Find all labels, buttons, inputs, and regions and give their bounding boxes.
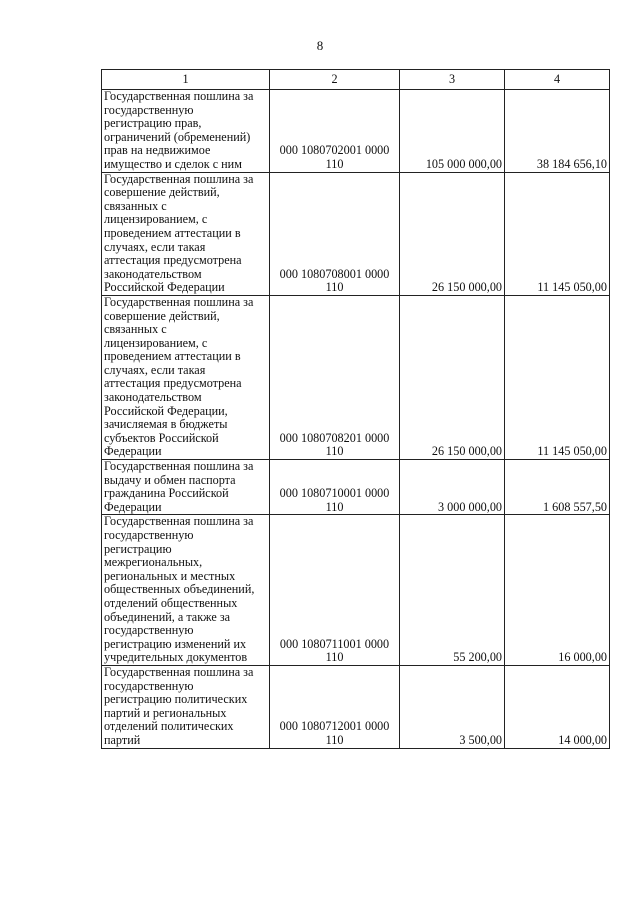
row-actual-amount: 11 145 050,00: [505, 295, 610, 459]
row-actual-amount: 1 608 557,50: [505, 460, 610, 515]
row-actual-amount: 38 184 656,10: [505, 90, 610, 173]
table-row: [102, 515, 610, 666]
row-plan-amount: 55 200,00: [400, 515, 505, 666]
row-plan-amount: 3 500,00: [400, 665, 505, 748]
row-code: [270, 90, 400, 173]
row-name: Государственная пошлина за совершение действий, связанных с лицензированием, с проведением аттестации в случаях, если такая аттестация предусмотрена законодательством Российской Федерации: [102, 172, 270, 295]
row-actual-amount: 11 145 050,00: [505, 172, 610, 295]
row-code-text: 000 1080711001 0000 110: [279, 636, 390, 665]
row-code: [270, 665, 400, 748]
row-name: Государственная пошлина за государственную регистрацию политических партий и региональных отделений политических партий: [102, 665, 270, 748]
page-number: 8: [316, 38, 324, 53]
row-plan-amount: 3 000 000,00: [400, 460, 505, 515]
row-name: Государственная пошлина за совершение действий, связанных с лицензированием, с проведением аттестации в случаях, если такая аттестация предусмотрена законодательством Российской Федерации, зачисляемая в бюджеты субъектов Российской Федерации: [102, 295, 270, 459]
column-header-4: 4: [505, 70, 610, 90]
revenue-table: [101, 69, 610, 749]
row-plan-amount: 26 150 000,00: [400, 172, 505, 295]
row-code: [270, 515, 400, 666]
table-row: [102, 90, 610, 173]
table-row: [102, 665, 610, 748]
table-row: [102, 295, 610, 459]
row-code-text: 000 1080710001 0000 110: [279, 486, 390, 514]
row-actual-amount: 14 000,00: [505, 665, 610, 748]
table-row: [102, 460, 610, 515]
column-header-2: 2: [270, 70, 400, 90]
row-actual-amount: 16 000,00: [505, 515, 610, 666]
table-header-row: [102, 70, 610, 90]
row-name: Государственная пошлина за выдачу и обмен паспорта гражданина Российской Федерации: [102, 460, 270, 515]
row-code-text: 000 1080708201 0000 110: [279, 430, 390, 459]
row-code: [270, 460, 400, 515]
table-row: [102, 172, 610, 295]
row-code-text: 000 1080712001 0000 110: [279, 719, 390, 747]
row-code-text: 000 1080708001 0000 110: [279, 266, 390, 295]
row-code: [270, 172, 400, 295]
row-code-text: 000 1080702001 0000 110: [279, 143, 390, 171]
row-plan-amount: 26 150 000,00: [400, 295, 505, 459]
row-name: Государственная пошлина за государственную регистрацию межрегиональных, региональных и местных общественных объединений, отделений общественных объединений, а также за государственную регистрацию изменений их учредительных документов: [102, 515, 270, 666]
column-header-1: 1: [102, 70, 270, 90]
row-code: [270, 295, 400, 459]
row-name: Государственная пошлина за государственную регистрацию прав, ограничений (обременений) прав на недвижимое имущество и сделок с ним: [102, 90, 270, 173]
row-plan-amount: 105 000 000,00: [400, 90, 505, 173]
column-header-3: 3: [400, 70, 505, 90]
